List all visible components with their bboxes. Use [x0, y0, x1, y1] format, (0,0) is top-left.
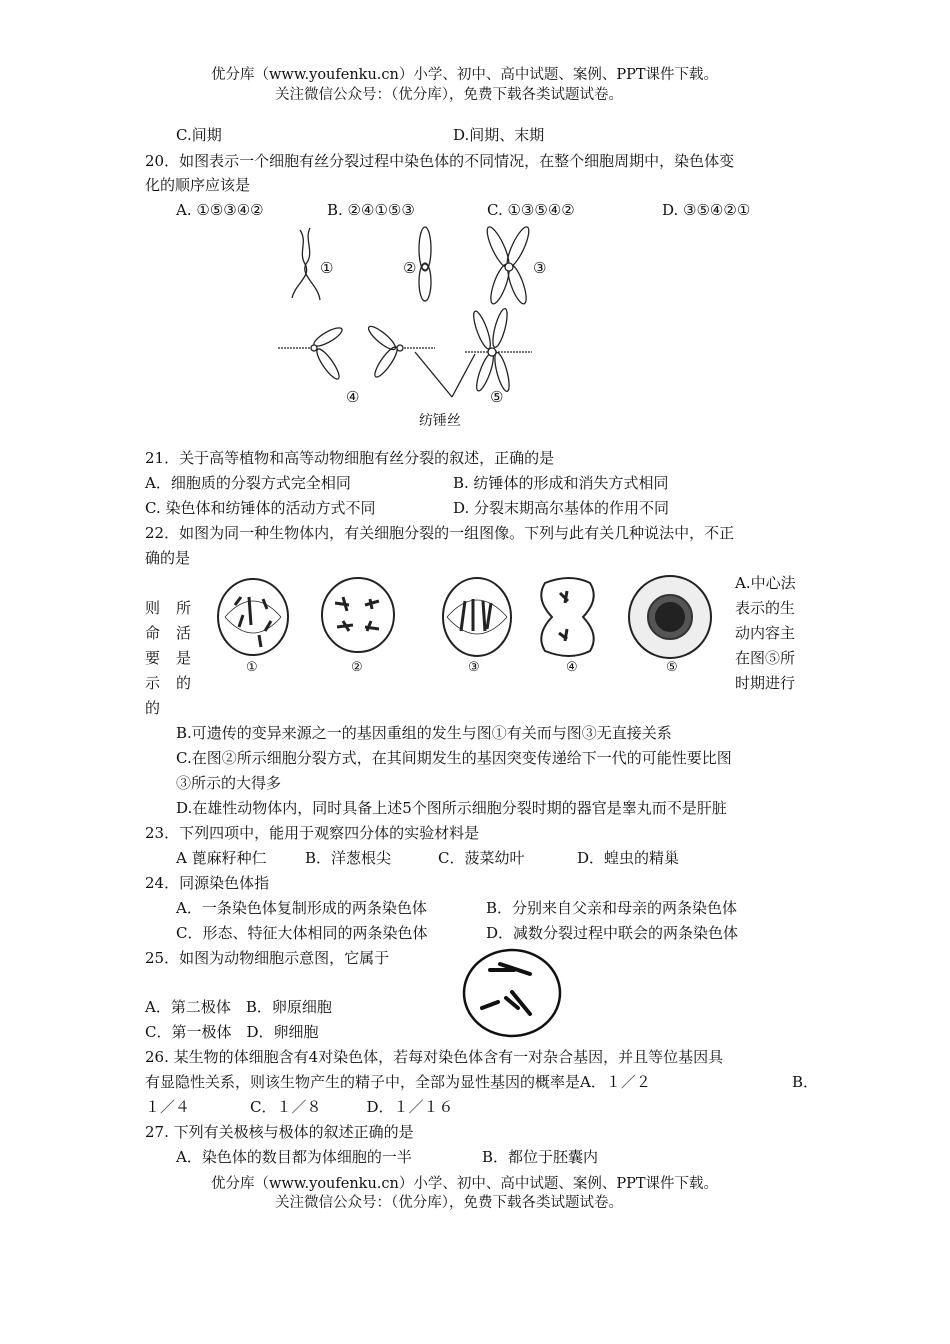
q22-cell-label-4: ④ [566, 660, 578, 675]
q22-a-right-3: 在图⑤所 [735, 649, 796, 667]
q22-option-c-2: ③所示的大得多 [176, 774, 282, 792]
q23-option-b: B．洋葱根尖 [305, 849, 392, 867]
q27-stem: 27. 下列有关极核与极体的叙述正确的是 [145, 1123, 414, 1141]
q22-a-left2-3: 的 [176, 674, 192, 692]
q26-line-1: 26. 某生物的体细胞含有4对染色体，若每对染色体含有一对杂合基因，并且等位基因具 [145, 1048, 724, 1066]
header-line-2: 关注微信公众号：（优分库），免费下载各类试题试卷。 [275, 87, 623, 103]
q26-line-2a: 有显隐性关系，则该生物产生的精子中，全部为显性基因的概率是A．１／２ [145, 1073, 651, 1091]
q22-cell-label-2: ② [351, 660, 363, 675]
q22-a-left2-0: 所 [176, 599, 192, 617]
q20-option-d: D. ③⑤④②① [662, 201, 751, 219]
q22-cell-label-1: ① [246, 660, 258, 675]
q22-cell-division-diagram [215, 575, 715, 680]
q22-a-left2-1: 活 [176, 624, 192, 642]
q26-line-2b: B． [792, 1073, 819, 1091]
q22-a-right-0: A.中心法 [735, 574, 796, 592]
q22-stem-2: 确的是 [145, 549, 191, 567]
q23-option-c: C．菠菜幼叶 [438, 849, 525, 867]
q27-option-b: B．都位于胚囊内 [482, 1148, 599, 1166]
q25-option-ab: A．第二极体 B．卵原细胞 [145, 998, 332, 1016]
q22-stem-1: 22．如图为同一种生物体内，有关细胞分裂的一组图像。下列与此有关几种说法中，不正 [145, 524, 735, 542]
q25-cell-diagram [462, 948, 562, 1038]
q21-option-c: C. 染色体和纺锤体的活动方式不同 [145, 499, 376, 517]
q22-cell-label-5: ⑤ [666, 660, 678, 675]
q20-label-5: ⑤ [490, 388, 504, 406]
q22-option-b: B.可遗传的变异来源之一的基因重组的发生与图①有关而与图③无直接关系 [176, 724, 672, 742]
q24-option-d: D．减数分裂过程中联会的两条染色体 [486, 924, 739, 942]
q22-a-left2-2: 是 [176, 649, 192, 667]
q21-option-b: B. 纺锤体的形成和消失方式相同 [453, 474, 669, 492]
footer-line-1: 优分库（www.youfenku.cn）小学、初中、高中试题、案例、PPT课件下载。 [211, 1176, 719, 1192]
q23-option-a: A 蓖麻籽种仁 [176, 849, 267, 867]
q25-option-cd: C．第一极体 D．卵细胞 [145, 1023, 319, 1041]
q22-a-left1-3: 示 [145, 674, 161, 692]
q24-stem: 24．同源染色体指 [145, 874, 270, 892]
q22-cell-label-3: ③ [468, 660, 480, 675]
q22-a-right-4: 时期进行 [735, 674, 796, 692]
q20-stem-1: 20．如图表示一个细胞有丝分裂过程中染色体的不同情况，在整个细胞周期中，染色体变 [145, 152, 735, 170]
q22-a-right-1: 表示的生 [735, 599, 796, 617]
q20-option-c: C. ①③⑤④② [487, 201, 575, 219]
q21-option-d: D. 分裂末期高尔基体的作用不同 [453, 499, 670, 517]
q22-option-d: D.在雄性动物体内，同时具备上述5个图所示细胞分裂时期的器官是睾丸而不是肝脏 [176, 799, 727, 817]
q22-option-c-1: C.在图②所示细胞分裂方式，在其间期发生的基因突变传递给下一代的可能性要比图 [176, 749, 732, 767]
q20-label-2: ② [403, 259, 417, 277]
q22-a-left1-4: 的 [145, 699, 161, 717]
q22-a-right-2: 动内容主 [735, 624, 796, 642]
q20-chromosome-diagram [270, 222, 570, 422]
q19-option-d: D.间期、末期 [453, 126, 545, 144]
q26-line-3: １／４ C．１／８ D．１／１６ [145, 1098, 454, 1116]
q20-stem-2: 化的顺序应该是 [145, 176, 251, 194]
q20-option-a: A. ①⑤③④② [176, 201, 264, 219]
q23-option-d: D．蝗虫的精巢 [577, 849, 680, 867]
q20-label-3: ③ [533, 259, 547, 277]
q21-stem: 21．关于高等植物和高等动物细胞有丝分裂的叙述，正确的是 [145, 449, 555, 467]
q25-stem: 25．如图为动物细胞示意图，它属于 [145, 949, 390, 967]
q20-spindle-label: 纺锤丝 [419, 413, 461, 429]
q24-option-b: B．分别来自父亲和母亲的两条染色体 [486, 899, 738, 917]
q23-stem: 23．下列四项中，能用于观察四分体的实验材料是 [145, 824, 480, 842]
q22-a-left1-1: 命 [145, 624, 161, 642]
q19-option-c: C.间期 [176, 126, 222, 144]
q22-a-left1-0: 则 [145, 599, 161, 617]
q24-option-c: C．形态、特征大体相同的两条染色体 [176, 924, 428, 942]
q24-option-a: A．一条染色体复制形成的两条染色体 [176, 899, 427, 917]
q20-option-b: B. ②④①⑤③ [327, 201, 415, 219]
header-line-1: 优分库（www.youfenku.cn）小学、初中、高中试题、案例、PPT课件下载。 [211, 67, 719, 83]
q20-label-4: ④ [346, 388, 360, 406]
footer-line-2: 关注微信公众号：（优分库），免费下载各类试题试卷。 [275, 1195, 623, 1211]
q27-option-a: A．染色体的数目都为体细胞的一半 [176, 1148, 412, 1166]
q21-option-a: A．细胞质的分裂方式完全相同 [145, 474, 351, 492]
q22-a-left1-2: 要 [145, 649, 161, 667]
q20-label-1: ① [320, 259, 334, 277]
